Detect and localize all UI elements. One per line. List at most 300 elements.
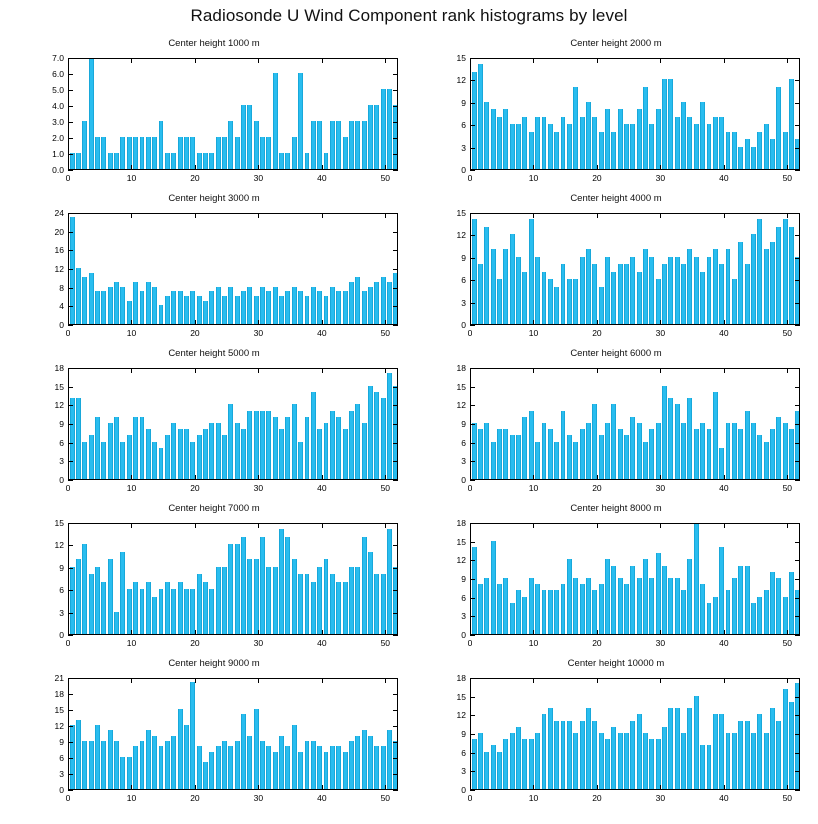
y-axis-tick-label: 18 bbox=[54, 362, 64, 373]
histogram-bar bbox=[789, 572, 794, 634]
histogram-bar bbox=[216, 567, 221, 634]
histogram-panel bbox=[418, 658, 814, 810]
histogram-bar bbox=[108, 153, 113, 169]
histogram-bar bbox=[573, 442, 578, 479]
panel-title: Center height 7000 m bbox=[168, 503, 260, 514]
y-axis-tick-mark bbox=[470, 325, 475, 326]
x-axis-tick-mark bbox=[597, 320, 598, 325]
y-axis-tick-mark bbox=[68, 568, 73, 569]
x-axis-tick-mark bbox=[385, 630, 386, 635]
histogram-bar bbox=[675, 404, 680, 479]
histogram-bar bbox=[707, 124, 712, 169]
histogram-bar bbox=[228, 287, 233, 324]
x-axis-tick-mark bbox=[597, 368, 598, 373]
y-axis-tick-mark bbox=[795, 80, 800, 81]
histogram-bar bbox=[535, 584, 540, 634]
y-axis-tick-mark bbox=[68, 726, 73, 727]
histogram-bar bbox=[618, 733, 623, 789]
x-axis-tick-mark bbox=[258, 58, 259, 63]
histogram-bar bbox=[260, 287, 265, 324]
histogram-bar bbox=[89, 58, 94, 169]
y-axis-tick-label: 9 bbox=[461, 418, 466, 429]
y-axis-tick-mark bbox=[393, 269, 398, 270]
histogram-bar bbox=[656, 739, 661, 789]
y-axis-tick-label: 0 bbox=[59, 784, 64, 795]
y-axis-tick-mark bbox=[393, 694, 398, 695]
histogram-bar bbox=[700, 102, 705, 169]
x-axis-tick-mark bbox=[195, 523, 196, 528]
histogram-bar bbox=[548, 279, 553, 324]
y-axis-tick-mark bbox=[68, 90, 73, 91]
y-axis-tick-mark bbox=[795, 424, 800, 425]
x-axis-tick-label: 30 bbox=[655, 328, 666, 338]
histogram-bar bbox=[707, 745, 712, 789]
histogram-bar bbox=[374, 746, 379, 789]
x-axis-tick-mark bbox=[385, 320, 386, 325]
y-axis-tick-mark bbox=[795, 560, 800, 561]
histogram-bar bbox=[178, 582, 183, 634]
histogram-bar bbox=[152, 287, 157, 324]
x-axis-tick-label: 10 bbox=[528, 793, 539, 803]
histogram-bar bbox=[738, 566, 743, 634]
histogram-bar bbox=[624, 733, 629, 789]
histogram-bar bbox=[573, 87, 578, 169]
histogram-bar bbox=[324, 153, 329, 169]
x-axis-tick-mark bbox=[660, 785, 661, 790]
x-axis-tick-label: 10 bbox=[126, 483, 137, 493]
histogram-bar bbox=[732, 132, 737, 169]
y-axis-tick-mark bbox=[68, 424, 73, 425]
x-axis-tick-label: 30 bbox=[655, 793, 666, 803]
histogram-bar bbox=[216, 137, 221, 169]
x-axis-tick-label: 40 bbox=[719, 483, 729, 493]
histogram-bar bbox=[247, 411, 252, 479]
histogram-bar bbox=[707, 257, 712, 324]
histogram-bar bbox=[159, 746, 164, 789]
histogram-bar bbox=[522, 417, 527, 479]
histogram-bar bbox=[362, 537, 367, 634]
histogram-bar bbox=[393, 273, 398, 324]
x-axis-tick-mark bbox=[787, 678, 788, 683]
y-axis-tick-mark bbox=[795, 734, 800, 735]
histogram-bar bbox=[561, 411, 566, 479]
histogram-bar bbox=[630, 417, 635, 479]
histogram-bar bbox=[618, 429, 623, 479]
histogram-bar bbox=[279, 296, 284, 324]
histogram-bar bbox=[266, 137, 271, 169]
y-axis-tick-label: 12 bbox=[456, 555, 466, 566]
histogram-bar bbox=[76, 398, 81, 479]
histogram-bar bbox=[228, 121, 233, 169]
x-axis-tick-label: 0 bbox=[65, 328, 71, 338]
y-axis-tick-mark bbox=[393, 480, 398, 481]
histogram-bar bbox=[745, 411, 750, 479]
y-axis-tick-mark bbox=[68, 590, 73, 591]
histogram-bar bbox=[700, 423, 705, 479]
histogram-bar bbox=[82, 442, 87, 479]
histogram-bar bbox=[649, 578, 654, 634]
x-axis-tick-label: 20 bbox=[592, 638, 602, 648]
histogram-bar bbox=[387, 529, 392, 634]
histogram-bar bbox=[580, 257, 585, 324]
x-axis-tick-label: 20 bbox=[190, 173, 200, 183]
x-axis-tick-mark bbox=[258, 678, 259, 683]
plot-area-wrapper bbox=[16, 362, 412, 500]
x-axis-tick-mark bbox=[385, 58, 386, 63]
y-axis-tick-label: 24 bbox=[54, 207, 64, 218]
histogram-bar bbox=[127, 435, 132, 479]
histogram-bar bbox=[362, 121, 367, 169]
histogram-bar bbox=[681, 102, 686, 169]
histogram-bar bbox=[757, 219, 762, 324]
histogram-bar bbox=[605, 739, 610, 789]
y-axis-tick-mark bbox=[795, 213, 800, 214]
histogram-bar bbox=[580, 429, 585, 479]
x-axis-tick-mark bbox=[322, 475, 323, 480]
y-axis-tick-mark bbox=[795, 715, 800, 716]
histogram-bar bbox=[707, 603, 712, 634]
y-axis-tick-mark bbox=[68, 232, 73, 233]
histogram-bar bbox=[687, 708, 692, 789]
histogram-bar bbox=[542, 423, 547, 479]
y-axis-tick-mark bbox=[393, 523, 398, 524]
histogram-bar bbox=[567, 721, 572, 789]
y-axis-tick-mark bbox=[393, 138, 398, 139]
x-axis-tick-mark bbox=[597, 785, 598, 790]
histogram-bar bbox=[171, 153, 176, 169]
histogram-bar bbox=[783, 423, 788, 479]
y-axis-tick-mark bbox=[68, 106, 73, 107]
histogram-bar bbox=[732, 578, 737, 634]
histogram-bar bbox=[675, 117, 680, 169]
y-axis-tick-mark bbox=[470, 103, 475, 104]
histogram-bar bbox=[317, 567, 322, 634]
y-axis-tick-mark bbox=[68, 694, 73, 695]
x-axis-tick-mark bbox=[724, 785, 725, 790]
y-axis-tick-label: 6 bbox=[461, 437, 466, 448]
x-axis-tick-label: 40 bbox=[317, 173, 327, 183]
x-axis-tick-mark bbox=[131, 678, 132, 683]
y-axis-tick-mark bbox=[470, 405, 475, 406]
x-axis-tick-mark bbox=[195, 785, 196, 790]
histogram-bar bbox=[637, 272, 642, 324]
histogram-bar bbox=[573, 733, 578, 789]
histogram-bar bbox=[738, 147, 743, 169]
x-axis-tick-mark bbox=[131, 475, 132, 480]
x-axis-tick-label: 40 bbox=[317, 638, 327, 648]
histogram-bar bbox=[599, 435, 604, 479]
x-axis-tick-mark bbox=[195, 165, 196, 170]
y-axis-tick-mark bbox=[795, 753, 800, 754]
x-axis-tick-label: 0 bbox=[467, 173, 473, 183]
histogram-bar bbox=[305, 153, 310, 169]
plot-axes bbox=[68, 368, 398, 480]
y-axis-tick-mark bbox=[393, 387, 398, 388]
histogram-bar bbox=[241, 105, 246, 169]
histogram-bar bbox=[273, 73, 278, 169]
histogram-bar bbox=[178, 137, 183, 169]
y-axis-tick-label: 6 bbox=[59, 752, 64, 763]
y-axis-tick-label: 9 bbox=[59, 562, 64, 573]
histogram-bar bbox=[95, 137, 100, 169]
histogram-bar bbox=[478, 584, 483, 634]
x-axis-tick-mark bbox=[724, 213, 725, 218]
histogram-bar bbox=[241, 429, 246, 479]
histogram-bar bbox=[330, 746, 335, 789]
histogram-bar bbox=[624, 584, 629, 634]
y-axis-tick-label: 6 bbox=[461, 592, 466, 603]
histogram-bar bbox=[120, 757, 125, 789]
y-axis-tick-mark bbox=[470, 461, 475, 462]
y-axis-tick-label: 3 bbox=[59, 456, 64, 467]
histogram-bar bbox=[273, 287, 278, 324]
x-axis-tick-mark bbox=[195, 368, 196, 373]
histogram-bar bbox=[484, 578, 489, 634]
histogram-bar bbox=[101, 291, 106, 324]
y-axis-tick-label: 9 bbox=[59, 418, 64, 429]
y-axis-tick-mark bbox=[393, 325, 398, 326]
histogram-bar bbox=[336, 121, 341, 169]
histogram-bar bbox=[611, 272, 616, 324]
histogram-bar bbox=[592, 117, 597, 169]
x-axis-tick-mark bbox=[533, 523, 534, 528]
histogram-bar bbox=[203, 301, 208, 324]
histogram-bar bbox=[374, 105, 379, 169]
panel-title: Center height 3000 m bbox=[168, 193, 260, 204]
y-axis-tick-label: 9 bbox=[461, 573, 466, 584]
x-axis-tick-mark bbox=[258, 213, 259, 218]
histogram-bar bbox=[355, 277, 360, 324]
y-axis-tick-mark bbox=[470, 560, 475, 561]
histogram-bar bbox=[355, 404, 360, 479]
histogram-bar bbox=[228, 544, 233, 634]
histogram-bar bbox=[108, 287, 113, 324]
y-axis-tick-label: 15 bbox=[54, 517, 64, 528]
x-axis-tick-mark bbox=[68, 523, 69, 528]
histogram-bar bbox=[732, 423, 737, 479]
histogram-bar bbox=[770, 429, 775, 479]
x-axis-tick-mark bbox=[68, 320, 69, 325]
y-axis-tick-mark bbox=[393, 122, 398, 123]
y-axis-tick-label: 12 bbox=[54, 263, 64, 274]
histogram-bar bbox=[745, 721, 750, 789]
histogram-bar bbox=[491, 249, 496, 324]
histogram-bar bbox=[89, 741, 94, 789]
y-axis-tick-mark bbox=[470, 616, 475, 617]
plot-axes bbox=[470, 213, 800, 325]
y-axis-tick-mark bbox=[68, 758, 73, 759]
histogram-bar bbox=[649, 739, 654, 789]
histogram-bar bbox=[120, 442, 125, 479]
histogram-bar bbox=[330, 574, 335, 634]
histogram-bar bbox=[649, 257, 654, 324]
histogram-bar bbox=[586, 423, 591, 479]
histogram-bar bbox=[497, 584, 502, 634]
x-axis-tick-mark bbox=[724, 165, 725, 170]
histogram-bar bbox=[675, 708, 680, 789]
histogram-bar bbox=[478, 64, 483, 169]
y-axis-tick-label: 12 bbox=[54, 400, 64, 411]
histogram-bar bbox=[510, 733, 515, 789]
histogram-bar bbox=[542, 117, 547, 169]
histogram-bar bbox=[757, 132, 762, 169]
bar-series bbox=[69, 679, 397, 789]
plot-area-wrapper bbox=[418, 207, 814, 345]
histogram-bar bbox=[497, 117, 502, 169]
x-axis-tick-mark bbox=[195, 213, 196, 218]
y-axis-tick-mark bbox=[795, 771, 800, 772]
plot-area-wrapper bbox=[16, 672, 412, 810]
histogram-bar bbox=[649, 124, 654, 169]
y-axis-tick-mark bbox=[68, 154, 73, 155]
histogram-bar bbox=[184, 429, 189, 479]
x-axis-tick-mark bbox=[660, 165, 661, 170]
x-axis-tick-mark bbox=[470, 213, 471, 218]
histogram-bar bbox=[311, 582, 316, 634]
histogram-bar bbox=[298, 73, 303, 169]
plot-area-wrapper bbox=[418, 517, 814, 655]
histogram-bar bbox=[279, 429, 284, 479]
histogram-bar bbox=[783, 597, 788, 634]
x-axis-tick-mark bbox=[470, 678, 471, 683]
x-axis-tick-mark bbox=[597, 213, 598, 218]
histogram-bar bbox=[554, 287, 559, 324]
histogram-bar bbox=[611, 566, 616, 634]
histogram-bar bbox=[745, 566, 750, 634]
y-axis-tick-mark bbox=[470, 734, 475, 735]
x-axis-tick-mark bbox=[660, 368, 661, 373]
y-axis-tick-label: 6 bbox=[59, 437, 64, 448]
histogram-bar bbox=[668, 708, 673, 789]
histogram-bar bbox=[745, 264, 750, 324]
histogram-panel bbox=[418, 193, 814, 345]
histogram-bar bbox=[789, 79, 794, 169]
histogram-bar bbox=[668, 578, 673, 634]
y-axis-tick-label: 12 bbox=[54, 720, 64, 731]
plot-axes bbox=[68, 523, 398, 635]
histogram-bar bbox=[393, 741, 398, 789]
histogram-bar bbox=[178, 709, 183, 789]
y-axis-tick-mark bbox=[68, 138, 73, 139]
y-axis-tick-label: 12 bbox=[456, 710, 466, 721]
plot-axes bbox=[470, 523, 800, 635]
histogram-bar bbox=[247, 559, 252, 634]
y-axis-tick-mark bbox=[795, 635, 800, 636]
histogram-bar bbox=[235, 296, 240, 324]
histogram-bar bbox=[324, 559, 329, 634]
x-axis-tick-label: 20 bbox=[190, 483, 200, 493]
histogram-bar bbox=[159, 305, 164, 324]
x-axis-tick-mark bbox=[68, 678, 69, 683]
y-axis-tick-mark bbox=[795, 523, 800, 524]
histogram-bar bbox=[618, 578, 623, 634]
y-axis-tick-label: 0 bbox=[59, 319, 64, 330]
x-axis-tick-mark bbox=[724, 523, 725, 528]
panel-grid bbox=[0, 38, 818, 824]
histogram-bar bbox=[764, 124, 769, 169]
y-axis-tick-label: 12 bbox=[54, 540, 64, 551]
histogram-bar bbox=[343, 137, 348, 169]
y-axis-tick-mark bbox=[470, 125, 475, 126]
x-axis-tick-label: 10 bbox=[528, 483, 539, 493]
histogram-bar bbox=[330, 121, 335, 169]
histogram-bar bbox=[542, 590, 547, 634]
histogram-bar bbox=[349, 282, 354, 324]
x-axis-tick-mark bbox=[533, 785, 534, 790]
histogram-bar bbox=[745, 139, 750, 169]
histogram-bar bbox=[266, 291, 271, 324]
histogram-bar bbox=[355, 121, 360, 169]
plot-area-wrapper bbox=[16, 517, 412, 655]
histogram-bar bbox=[184, 137, 189, 169]
x-axis-tick-mark bbox=[68, 165, 69, 170]
plot-area-wrapper bbox=[16, 52, 412, 190]
x-axis-tick-mark bbox=[724, 58, 725, 63]
histogram-bar bbox=[726, 132, 731, 169]
y-axis-tick-mark bbox=[68, 480, 73, 481]
histogram-bar bbox=[368, 552, 373, 634]
histogram-bar bbox=[273, 417, 278, 479]
x-axis-tick-mark bbox=[533, 320, 534, 325]
histogram-bar bbox=[580, 117, 585, 169]
x-axis-tick-mark bbox=[724, 320, 725, 325]
histogram-bar bbox=[624, 124, 629, 169]
plot-area-wrapper bbox=[16, 207, 412, 345]
histogram-bar bbox=[165, 296, 170, 324]
x-axis-tick-mark bbox=[470, 320, 471, 325]
y-axis-tick-mark bbox=[393, 74, 398, 75]
histogram-bar bbox=[260, 537, 265, 634]
histogram-bar bbox=[611, 404, 616, 479]
histogram-bar bbox=[171, 589, 176, 634]
histogram-bar bbox=[89, 435, 94, 479]
x-axis-tick-label: 30 bbox=[253, 483, 264, 493]
panel-title: Center height 1000 m bbox=[168, 38, 260, 49]
x-axis-tick-label: 30 bbox=[655, 638, 666, 648]
y-axis-tick-label: 15 bbox=[54, 381, 64, 392]
histogram-bar bbox=[235, 544, 240, 634]
plot-axes bbox=[68, 58, 398, 170]
histogram-bar bbox=[510, 603, 515, 634]
histogram-bar bbox=[764, 733, 769, 789]
histogram-bar bbox=[70, 398, 75, 479]
histogram-bar bbox=[165, 741, 170, 789]
histogram-bar bbox=[368, 105, 373, 169]
histogram-bar bbox=[368, 386, 373, 479]
histogram-bar bbox=[643, 733, 648, 789]
histogram-bar bbox=[159, 121, 164, 169]
histogram-bar bbox=[120, 552, 125, 634]
histogram-bar bbox=[343, 752, 348, 789]
x-axis-tick-mark bbox=[131, 368, 132, 373]
histogram-bar bbox=[764, 249, 769, 324]
histogram-bar bbox=[516, 435, 521, 479]
histogram-bar bbox=[285, 537, 290, 634]
x-axis-tick-label: 40 bbox=[719, 173, 729, 183]
x-axis-tick-mark bbox=[597, 523, 598, 528]
histogram-bar bbox=[573, 578, 578, 634]
histogram-bar bbox=[776, 87, 781, 169]
histogram-bar bbox=[235, 423, 240, 479]
histogram-bar bbox=[95, 417, 100, 479]
x-axis-tick-mark bbox=[787, 630, 788, 635]
panel-title: Center height 6000 m bbox=[570, 348, 662, 359]
y-axis-tick-label: 4 bbox=[59, 301, 64, 312]
y-axis-tick-label: 0 bbox=[59, 474, 64, 485]
histogram-bar bbox=[516, 727, 521, 789]
histogram-bar bbox=[216, 423, 221, 479]
histogram-bar bbox=[133, 137, 138, 169]
